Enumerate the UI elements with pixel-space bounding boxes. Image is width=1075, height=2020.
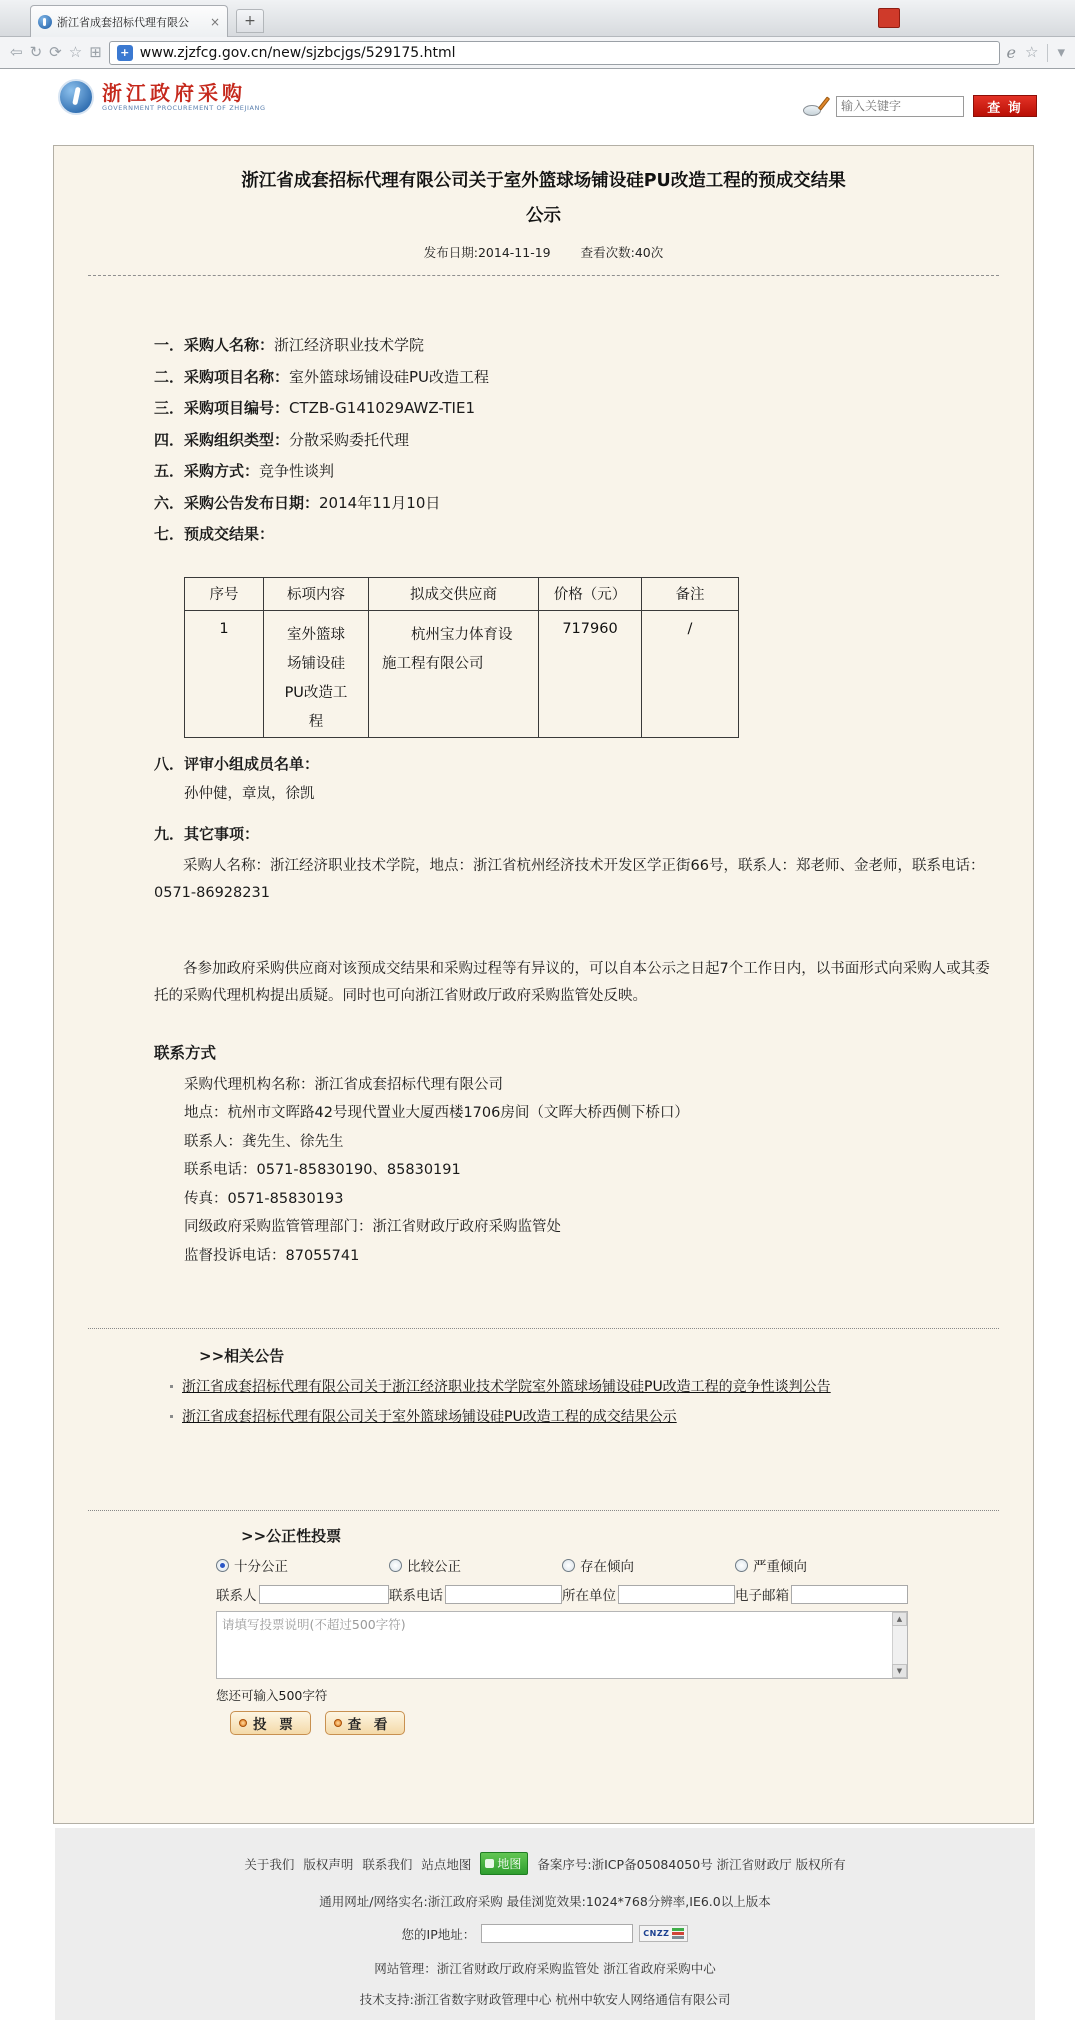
radio-selected-icon[interactable] bbox=[216, 1559, 229, 1572]
related-heading: >>相关公告 bbox=[199, 1347, 285, 1365]
vote-view-button[interactable] bbox=[325, 1711, 406, 1735]
item-label: 二．采购项目名称： bbox=[154, 367, 290, 386]
page-title-line2: 公示 bbox=[526, 206, 561, 226]
info-items bbox=[54, 330, 1033, 551]
reload-icon[interactable]: ↻ bbox=[29, 43, 43, 61]
info-item bbox=[154, 330, 1033, 362]
cell-lot: 室外篮球场铺设硅PU改造工程 bbox=[264, 610, 369, 737]
vote-buttons bbox=[230, 1711, 908, 1735]
site-footer bbox=[55, 1828, 1035, 2020]
item-label: 三．采购项目编号： bbox=[154, 399, 290, 417]
info-item bbox=[154, 488, 1033, 520]
ip-row bbox=[55, 1924, 1035, 1943]
site-logo-icon bbox=[58, 79, 94, 115]
site-shield-icon: + bbox=[117, 45, 133, 61]
vote-heading: >>公正性投票 bbox=[241, 1527, 342, 1545]
bullet-icon bbox=[170, 1385, 173, 1388]
orange-dot-icon bbox=[239, 1719, 247, 1727]
ip-address-field[interactable] bbox=[481, 1924, 633, 1943]
item-value: 室外篮球场铺设硅PU改造工程 bbox=[289, 367, 490, 386]
announcement-content bbox=[53, 145, 1034, 1824]
vote-option-label: 存在倾向 bbox=[580, 1559, 634, 1575]
cell-price: 717960 bbox=[539, 610, 642, 737]
tiles-icon[interactable]: ⊞ bbox=[89, 43, 102, 61]
field-contact-person bbox=[216, 1584, 389, 1604]
vote-option-label: 严重倾向 bbox=[753, 1559, 807, 1575]
site-logo-subtitle: GOVERNMENT PROCUREMENT OF ZHEJIANG bbox=[102, 104, 266, 112]
footer-link-about[interactable]: 关于我们 bbox=[244, 1856, 295, 1872]
related-link[interactable]: 浙江省成套招标代理有限公司关于室外篮球场铺设硅PU改造工程的成交结果公示 bbox=[182, 1409, 677, 1425]
search-button[interactable]: 查 询 bbox=[973, 95, 1037, 117]
footer-link-sitemap[interactable]: 站点地图 bbox=[421, 1856, 472, 1872]
history-icon[interactable]: ⟳ bbox=[49, 43, 62, 61]
contact-person-input[interactable] bbox=[259, 1585, 390, 1604]
radio-icon[interactable] bbox=[735, 1559, 748, 1572]
bookmark-star-icon[interactable]: ☆ bbox=[68, 43, 83, 61]
site-logo-title: 浙江政府采购 bbox=[102, 81, 246, 105]
view-count: 查看次数:40次 bbox=[580, 245, 664, 260]
related-link[interactable]: 浙江省成套招标代理有限公司关于浙江经济职业技术学院室外篮球场铺设硅PU改造工程的竞争性谈判公告 bbox=[182, 1379, 831, 1395]
field-contact-phone bbox=[389, 1584, 562, 1604]
contact-line: 同级政府采购监管管理部门：浙江省财政厅政府采购监管处 bbox=[184, 1219, 561, 1235]
vote-option-very-fair[interactable] bbox=[216, 1555, 389, 1575]
usage-text: 通用网址/网络实名:浙江政府采购 最佳浏览效果:1024*768分辨率,IE6.0以上版本 bbox=[319, 1894, 771, 1909]
info-item bbox=[154, 519, 1033, 551]
cnzz-counter-badge[interactable] bbox=[639, 1925, 688, 1942]
admin-text: 网站管理：浙江省财政厅政府采购监管处 浙江省政府采购中心 bbox=[374, 1961, 716, 1976]
info-item bbox=[154, 393, 1033, 425]
table-header-row bbox=[185, 577, 739, 610]
section9-value: 采购人名称：浙江经济职业技术学院，地点：浙江省杭州经济技术开发区学正街66号，联系人：郑老师、金老师，联系电话：0571-86928231 bbox=[154, 857, 985, 901]
orange-dot-icon bbox=[334, 1719, 342, 1727]
favorite-star-icon[interactable]: ☆ bbox=[1025, 43, 1039, 61]
url-text: www.zjzfcg.gov.cn/new/sjzbcjgs/529175.html bbox=[139, 44, 456, 61]
field-label: 联系电话 bbox=[389, 1588, 443, 1604]
field-label: 电子邮箱 bbox=[735, 1588, 789, 1604]
cell-index: 1 bbox=[185, 610, 264, 737]
field-label: 联系人 bbox=[216, 1588, 257, 1604]
info-item bbox=[154, 362, 1033, 394]
field-email bbox=[735, 1584, 908, 1604]
related-link-row bbox=[170, 1376, 1033, 1396]
pen-ink-icon bbox=[803, 96, 827, 116]
ip-label: 您的IP地址： bbox=[401, 1926, 476, 1942]
divider bbox=[1047, 44, 1048, 62]
page-title: 浙江省成套招标代理有限公司关于室外篮球场铺设硅PU改造工程的预成交结果 bbox=[241, 171, 846, 191]
dotted-divider bbox=[88, 1510, 999, 1511]
item-label: 七．预成交结果： bbox=[154, 525, 275, 543]
cell-supplier: 杭州宝力体育设施工程有限公司 bbox=[369, 610, 539, 737]
item-label: 五．采购方式： bbox=[154, 462, 260, 480]
new-tab-button[interactable]: + bbox=[236, 9, 264, 33]
col-header: 价格（元） bbox=[539, 577, 642, 610]
vote-option-label: 十分公正 bbox=[234, 1559, 288, 1575]
item-label: 四．采购组织类型： bbox=[154, 430, 290, 449]
vote-fields bbox=[216, 1584, 908, 1604]
email-input[interactable] bbox=[791, 1585, 908, 1604]
item-value: 分散采购委托代理 bbox=[289, 430, 410, 449]
chars-remaining-hint: 您还可输入500字符 bbox=[216, 1688, 328, 1703]
vote-view-label: 查 看 bbox=[347, 1717, 392, 1733]
info-item bbox=[154, 456, 1033, 488]
dropdown-arrow-icon[interactable]: ▾ bbox=[1057, 43, 1065, 61]
footer-link-contact[interactable]: 联系我们 bbox=[362, 1856, 413, 1872]
col-header: 备注 bbox=[642, 577, 739, 610]
item-label: 六．采购公告发布日期： bbox=[154, 493, 320, 512]
item-value: CTZB-G141029AWZ-TIE1 bbox=[289, 399, 475, 417]
window-close-button[interactable] bbox=[878, 8, 900, 28]
vote-comment-textarea[interactable] bbox=[217, 1612, 907, 1678]
cnzz-bars-icon bbox=[672, 1928, 684, 1939]
bullet-icon bbox=[170, 1415, 173, 1418]
vote-options bbox=[216, 1555, 908, 1575]
result-table bbox=[184, 577, 739, 738]
footer-link-copyright[interactable]: 版权声明 bbox=[303, 1856, 354, 1872]
item-value: 2014年11月10日 bbox=[319, 493, 441, 512]
vote-submit-label: 投 票 bbox=[253, 1717, 297, 1733]
vote-option-fairly-fair[interactable] bbox=[389, 1555, 562, 1575]
vote-comment-box bbox=[216, 1611, 908, 1679]
radio-icon[interactable] bbox=[562, 1559, 575, 1572]
back-icon[interactable]: ⇦ bbox=[10, 43, 23, 61]
support-text: 技术支持:浙江省数字财政管理中心 杭州中软安人网络通信有限公司 bbox=[359, 1992, 731, 2007]
contact-line: 地点：杭州市文晖路42号现代置业大厦西楼1706房间（文晖大桥西侧下桥口） bbox=[184, 1105, 689, 1121]
table-row bbox=[185, 610, 739, 737]
site-header bbox=[0, 69, 1075, 145]
contact-line: 联系人：龚先生、徐先生 bbox=[184, 1133, 344, 1150]
info-item bbox=[154, 425, 1033, 457]
contact-line: 监督投诉电话：87055741 bbox=[184, 1247, 360, 1264]
ie-mode-icon[interactable]: e bbox=[1006, 43, 1017, 62]
vote-option-label: 比较公正 bbox=[407, 1559, 461, 1575]
col-header: 标项内容 bbox=[264, 577, 369, 610]
url-field[interactable] bbox=[109, 41, 1000, 65]
scroll-up-icon[interactable]: ▲ bbox=[892, 1612, 907, 1626]
footer-links-row bbox=[55, 1852, 1035, 1875]
related-link-row bbox=[170, 1406, 1033, 1426]
col-header: 拟成交供应商 bbox=[369, 577, 539, 610]
field-label: 所在单位 bbox=[562, 1588, 616, 1604]
item-label: 一．采购人名称： bbox=[154, 336, 275, 354]
browser-chrome bbox=[0, 0, 1075, 69]
field-organization bbox=[562, 1584, 735, 1604]
icp-text: 备案序号:浙ICP备05084050号 浙江省财政厅 版权所有 bbox=[537, 1856, 846, 1872]
address-bar bbox=[0, 37, 1075, 69]
tab-bar bbox=[0, 0, 1075, 37]
site-logo[interactable] bbox=[58, 79, 266, 115]
publish-date: 发布日期:2014-11-19 bbox=[423, 245, 551, 260]
map-badge-label: 地图 bbox=[497, 1857, 522, 1871]
site-search bbox=[803, 95, 1037, 117]
vote-option-serious-bias[interactable] bbox=[735, 1555, 908, 1575]
tab-close-icon[interactable]: × bbox=[209, 14, 220, 29]
scroll-down-icon[interactable]: ▼ bbox=[892, 1664, 907, 1678]
map-icon bbox=[485, 1859, 494, 1868]
dotted-divider bbox=[88, 1328, 999, 1329]
organization-input[interactable] bbox=[618, 1585, 735, 1604]
col-header: 序号 bbox=[185, 577, 264, 610]
section8-label: 八．评审小组成员名单： bbox=[154, 754, 320, 773]
tab-favicon-icon bbox=[38, 15, 52, 29]
browser-tab[interactable] bbox=[30, 5, 228, 37]
objection-notice: 各参加政府采购供应商对该预成交结果和采购过程等有异议的，可以自本公示之日起7个工作日内，以书面形式向采购人或其委托的采购代理机构提出质疑。同时也可向浙江省财政厅政府采购监管处反映。 bbox=[154, 960, 990, 1004]
map-badge[interactable] bbox=[480, 1852, 528, 1875]
article-meta bbox=[54, 243, 1033, 261]
radio-icon[interactable] bbox=[389, 1559, 402, 1572]
item-value: 竞争性谈判 bbox=[259, 462, 335, 480]
contact-line: 联系电话：0571-85830190、85830191 bbox=[184, 1162, 461, 1178]
item-value: 浙江经济职业技术学院 bbox=[274, 336, 425, 354]
contact-line: 采购代理机构名称：浙江省成套招标代理有限公司 bbox=[184, 1076, 503, 1093]
section8-value: 孙仲健，章岚，徐凯 bbox=[184, 785, 315, 802]
contact-phone-input[interactable] bbox=[445, 1585, 562, 1604]
vote-submit-button[interactable] bbox=[230, 1711, 311, 1735]
dashed-divider bbox=[88, 275, 999, 276]
vote-form bbox=[216, 1555, 908, 1735]
vote-option-some-bias[interactable] bbox=[562, 1555, 735, 1575]
cnzz-label: CNZZ bbox=[643, 1929, 670, 1938]
tab-title: 浙江省成套招标代理有限公 bbox=[57, 15, 189, 29]
address-bar-right bbox=[1007, 43, 1065, 62]
contact-line: 传真：0571-85830193 bbox=[184, 1190, 344, 1207]
contact-heading: 联系方式 bbox=[154, 1043, 217, 1062]
search-input[interactable] bbox=[836, 96, 964, 117]
section9-label: 九．其它事项： bbox=[154, 824, 260, 843]
cell-remark: / bbox=[642, 610, 739, 737]
